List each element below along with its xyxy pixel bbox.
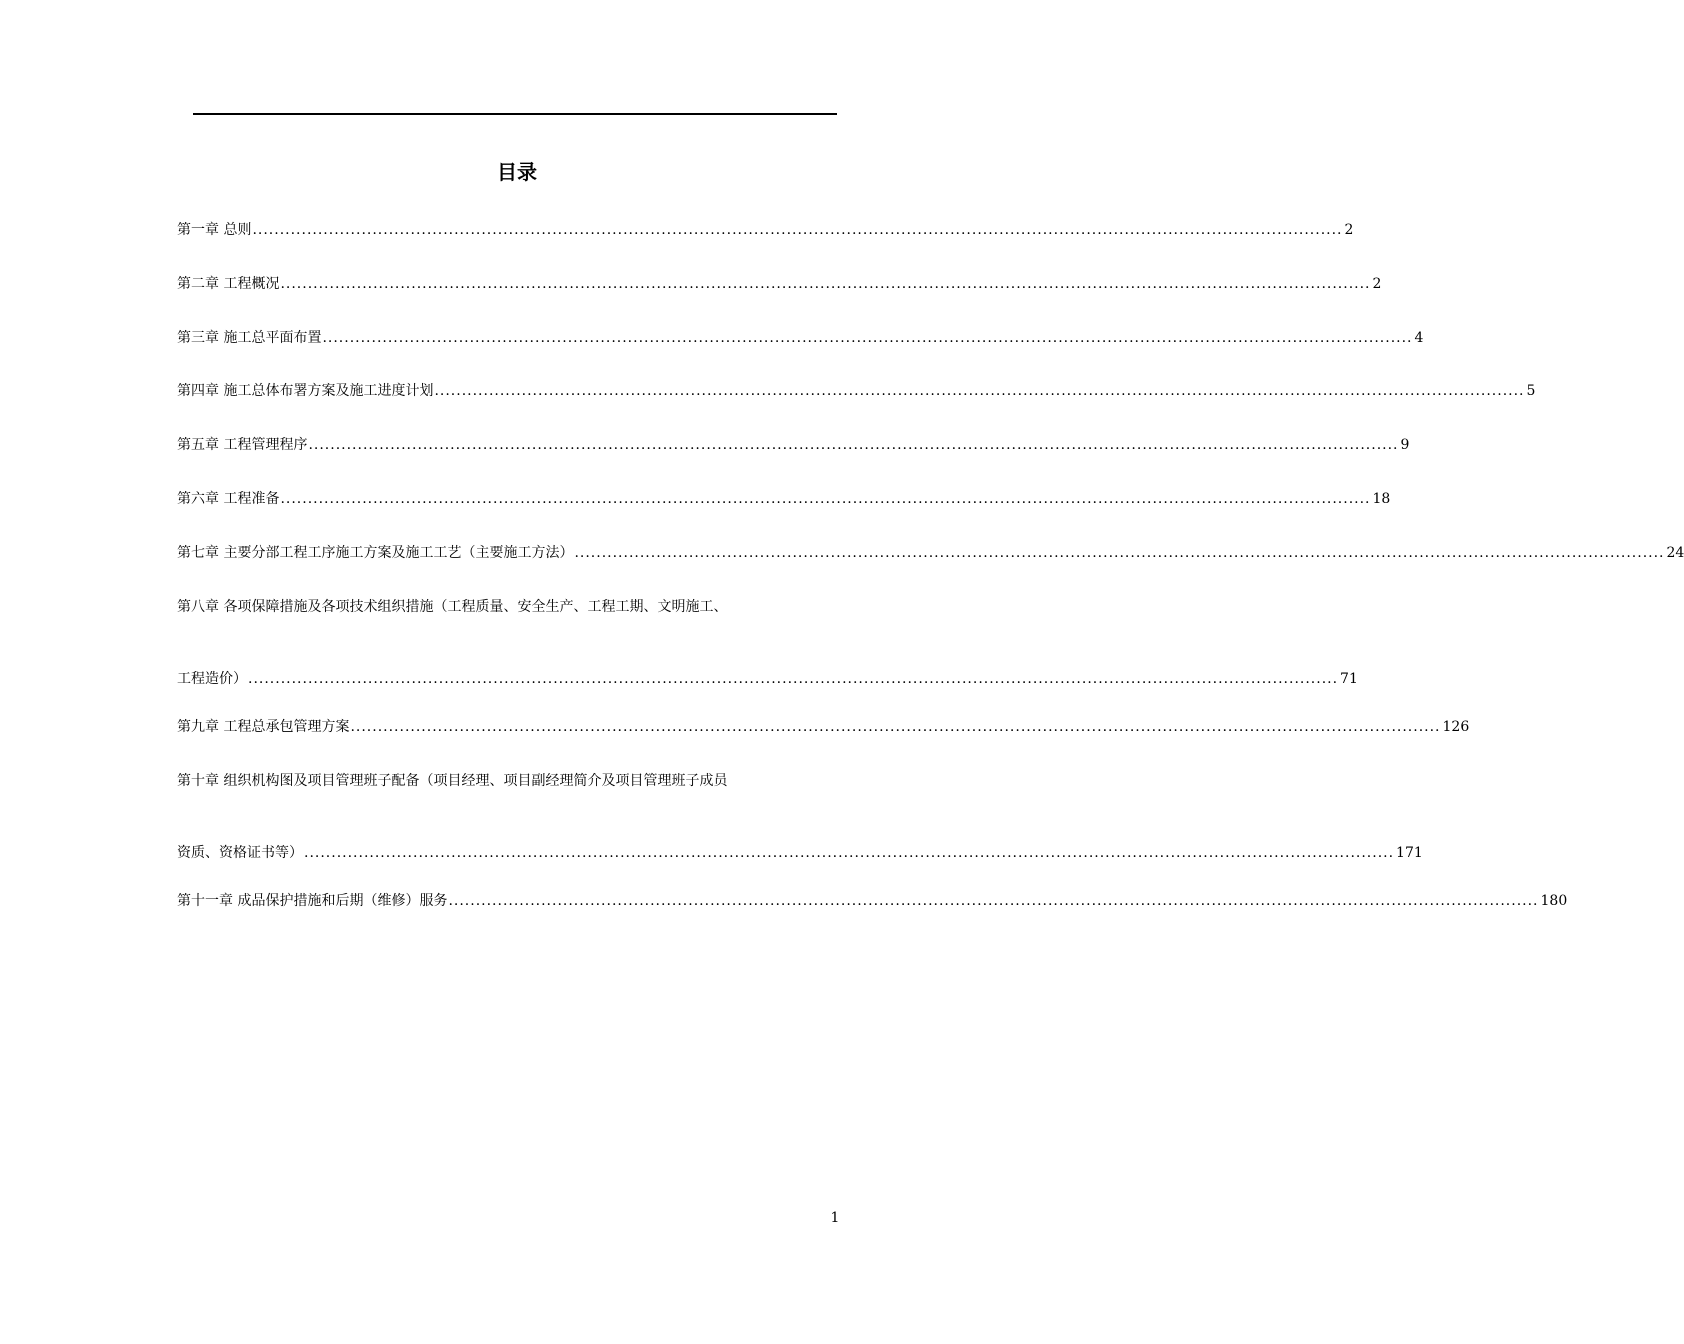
toc-entry-label: 第十章 组织机构图及项目管理班子配备（项目经理、项目副经理简介及项目管理班子成员 <box>177 773 728 789</box>
toc-entry-label: 第一章 总则 <box>177 222 252 238</box>
toc-leader: ........................................................................................................................................................................................................ <box>304 845 1395 861</box>
toc-entry-label: 第三章 施工总平面布置 <box>177 330 322 346</box>
toc-entry-10[interactable] <box>177 771 1423 863</box>
toc-leader: ........................................................................................................................................................................................................ <box>248 671 1339 687</box>
toc-leader: ........................................................................................................................................................................................................ <box>448 893 1539 909</box>
toc-entry-label: 第九章 工程总承包管理方案 <box>177 719 350 735</box>
toc-leader: ........................................................................................................................................................................................................ <box>350 719 1441 735</box>
toc-entry-11[interactable] <box>177 891 1568 911</box>
page-number: 1 <box>830 1210 840 1226</box>
toc-entry-9[interactable] <box>177 717 1470 737</box>
toc-entry-page: 4 <box>1414 330 1424 346</box>
toc-entry-label: 第七章 主要分部工程工序施工方案及施工工艺（主要施工方法） <box>177 545 574 561</box>
toc-entry-label-continued: 工程造价） <box>177 671 247 687</box>
toc-entry-1[interactable] <box>177 220 1354 240</box>
toc-entry-page: 5 <box>1526 383 1536 399</box>
toc-entry-label: 第六章 工程准备 <box>177 491 280 507</box>
toc-entry-page: 171 <box>1396 845 1423 861</box>
toc-entry-page: 2 <box>1344 222 1354 238</box>
header-rule <box>193 113 837 115</box>
toc-entry-page: 180 <box>1540 893 1568 909</box>
toc-entry-label: 第四章 施工总体布署方案及施工进度计划 <box>177 383 434 399</box>
toc-leader: ........................................................................................................................................................................................................ <box>434 383 1525 399</box>
toc-leader: ........................................................................................................................................................................................................ <box>574 545 1665 561</box>
toc-entry-label: 第十一章 成品保护措施和后期（维修）服务 <box>177 893 448 909</box>
toc-leader: ........................................................................................................................................................................................................ <box>252 222 1343 238</box>
toc-entry-2[interactable] <box>177 274 1382 294</box>
toc-entry-label: 第八章 各项保障措施及各项技术组织措施（工程质量、安全生产、工程工期、文明施工、 <box>177 599 728 615</box>
toc-entry-4[interactable] <box>177 381 1536 401</box>
toc-entry-page: 126 <box>1442 719 1470 735</box>
toc-entry-page: 2 <box>1372 276 1382 292</box>
toc-entry-6[interactable] <box>177 489 1391 509</box>
toc-entry-label-continued: 资质、资格证书等） <box>177 845 303 861</box>
toc-title: 目录 <box>497 160 537 184</box>
toc-entry-page: 18 <box>1372 491 1391 507</box>
toc-entry-page: 24 <box>1666 545 1684 561</box>
toc-leader: ........................................................................................................................................................................................................ <box>322 330 1413 346</box>
toc-entry-page: 71 <box>1340 671 1358 687</box>
toc-entry-page: 9 <box>1400 437 1410 453</box>
toc-leader: ........................................................................................................................................................................................................ <box>308 437 1399 453</box>
toc-entry-3[interactable] <box>177 328 1424 348</box>
toc-entry-label: 第二章 工程概况 <box>177 276 280 292</box>
toc-entry-8[interactable] <box>177 597 1358 689</box>
toc-entry-label: 第五章 工程管理程序 <box>177 437 308 453</box>
toc-leader: ........................................................................................................................................................................................................ <box>280 491 1371 507</box>
toc-entry-7[interactable] <box>177 543 1684 563</box>
toc-leader: ........................................................................................................................................................................................................ <box>280 276 1371 292</box>
toc-entry-5[interactable] <box>177 435 1410 455</box>
